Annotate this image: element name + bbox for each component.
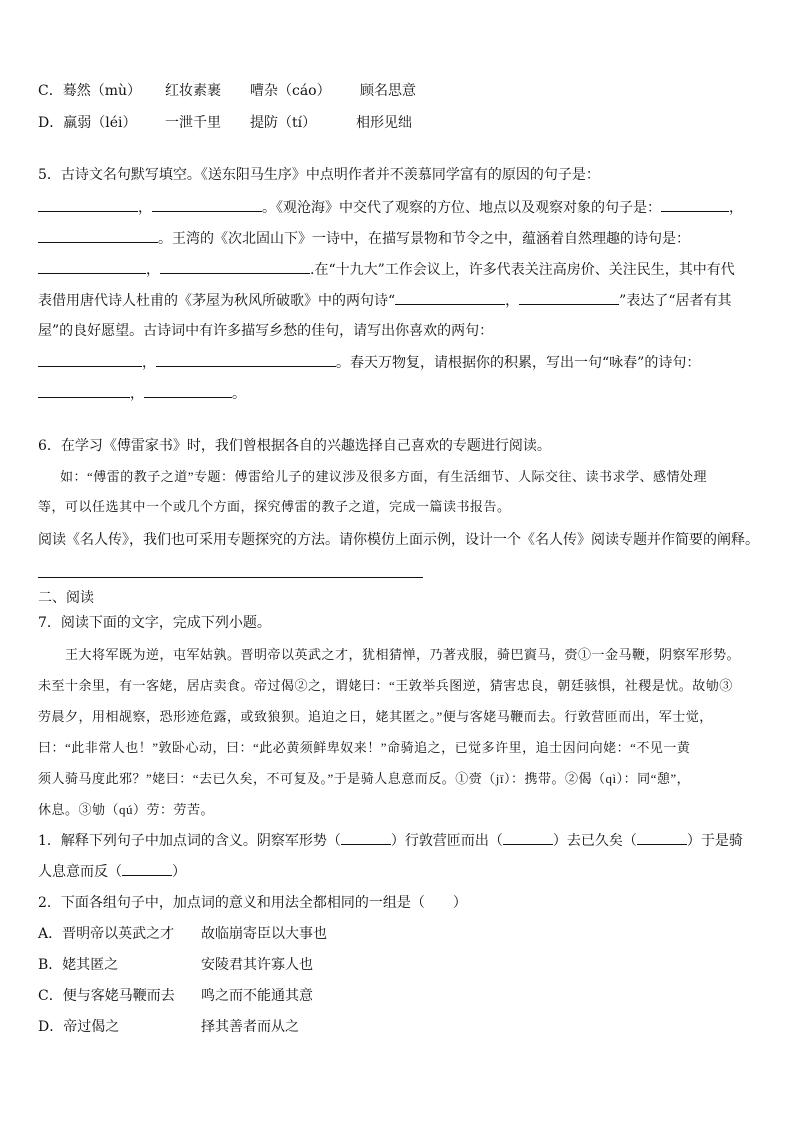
q7-s1d: ）于是骑 [686,833,743,849]
answer-blank[interactable] [38,228,158,243]
q7-s1c: ）去已久矣（ [552,833,637,849]
q7-option-d [38,1017,299,1037]
option-sentence-a: C．便与客姥马鞭而去 [38,988,175,1004]
q4-d-word2: 一泄千里 [165,115,221,131]
option-sentence-b: 故临崩寄臣以大事也 [201,926,327,942]
q5-line2 [38,197,743,218]
q5-l4a: ， [146,262,160,278]
q5-prompt-line1: 5．古诗文名句默写填空。《送东阳马生序》中点明作者并不羡慕同学富有的原因的句子是： [38,167,600,183]
q5-l8b: 。 [232,386,246,402]
q5-line3 [38,228,690,249]
q5-l3a: 。王湾的《次北固山下》一诗中，在描写景物和节令之中，蕴涵着自然理趣的诗句是： [158,231,690,247]
option-sentence-a: D．帝过偈之 [38,1019,120,1035]
answer-blank[interactable] [38,259,146,274]
q5-l7a: ， [142,355,156,371]
q7-passage-line6: 休息。③劬（qú）劳：劳苦。 [38,802,215,817]
q7-s1b: ）行敦营匝而出（ [390,833,503,849]
q6-task: 阅读《名人传》，我们也可采用专题探究的方法。请你模仿上面示例，设计一个《名人传》阅读专题并作简要的阐释。 [38,532,759,548]
q5-line7 [38,352,700,373]
q4-c-word2: 红妆素裹 [165,83,221,99]
option-sentence-b: 安陵君其许寡人也 [201,957,313,973]
q5-line6: 屋”的良好愿望。古诗词中有许多描写乡愁的佳句，请写出你喜欢的两句： [38,323,494,339]
q7-sub2: 2．下面各组句子中，加点词的意义和用法全都相同的一组是（ ） [38,895,467,911]
q4-option-c [38,81,416,101]
q4-c-word3: 嘈杂（cáo） [250,83,331,99]
q5-l8a: ， [130,386,144,402]
q7-s1e: 人息意而反（ [38,864,122,880]
answer-blank[interactable] [341,830,391,845]
answer-blank[interactable] [38,383,130,398]
answer-blank[interactable] [152,197,262,212]
answer-blank[interactable] [122,861,172,876]
q4-d-label: D．羸弱（léi） [38,115,137,131]
answer-blank[interactable] [503,830,553,845]
q7-sub1-line1 [38,830,743,851]
q4-d-word3: 提防（tí） [250,115,317,131]
option-sentence-a: B．姥其匿之 [38,957,119,973]
q4-d-word4: 相形见绌 [356,115,412,131]
q4-option-d [38,113,412,133]
q5-l7b: 。春天万物复，请根据你的积累，写出一句“咏春”的诗句： [336,355,701,371]
q4-c-label: C．蓦然（mù） [38,83,142,99]
q4-c-word4: 顾名思意 [360,83,416,99]
q5-l5a: 表借用唐代诗人杜甫的《茅屋为秋风所破歌》中的两句诗“ [38,293,396,309]
q5-l5b: ， [505,293,520,309]
option-sentence-b: 鸣之而不能通其意 [201,988,313,1004]
q5-l5c: ”表达了“居者有其 [619,293,732,309]
q7-passage-line5: 须人骑马度此邪？”姥曰：“去已久矣，不可复及。”于是骑人息意而反。①赍（jī）：携带。②偈（qì）：同“憩”， [38,771,691,786]
q7-option-c [38,986,313,1006]
q5-l2b: 。《观沧海》中交代了观察的方位、地点以及观察对象的句子是： [262,200,661,216]
answer-blank[interactable] [661,197,729,212]
answer-blank[interactable] [395,290,505,305]
answer-blank[interactable] [637,830,687,845]
q7-prompt: 7．阅读下面的文字，完成下列小题。 [38,615,271,631]
answer-blank[interactable] [38,352,142,367]
q7-option-b [38,955,313,975]
q7-option-a [38,924,327,944]
answer-blank[interactable] [156,352,336,367]
q7-passage-line1: 王大将军既为逆，屯军姑孰。晋明帝以英武之才，犹相猜惮，乃著戎服，骑巴賨马，赍①一金马鞭，阴察军形势。 [65,647,741,662]
q7-passage-line2: 未至十余里，有一客姥，居店卖食。帝过偈②之，谓姥曰：“王敦举兵图逆，猜害忠良，朝廷骇惧，社稷是忧。故劬③ [38,678,733,693]
option-sentence-b: 择其善者而从之 [201,1019,299,1035]
answer-blank[interactable] [38,197,138,212]
q5-line5 [38,290,731,311]
q6-example-line2: 等，可以任选其中一个或几个方面，探究傅雷的教子之道，完成一篇读书报告。 [38,499,511,514]
q5-line8 [38,383,246,404]
answer-blank[interactable] [144,383,232,398]
option-sentence-a: A．晋明帝以英武之才 [38,926,175,942]
q5-line4 [38,259,735,280]
q7-passage-line3: 劳晨夕，用相觇察，恐形迹危露，或致狼狈。追迫之日，姥其匿之。”便与客姥马鞭而去。行敦营匝而出，军士觉， [38,709,713,724]
section-title: 二、阅读 [38,590,94,606]
q5-l2a: ， [138,200,152,216]
q7-s1a: 1．解释下列句子中加点词的含义。阴察军形势（ [38,833,341,849]
q5-l4b: .在“十九大”工作会议上，许多代表关注高房价、关注民生，其中有代 [310,262,735,278]
q6-example-line1: 如：“傅雷的教子之道”专题：傅雷给儿子的建议涉及很多方面，有生活细节、人际交往、读书求学、感情处理 [60,469,708,484]
answer-blank[interactable] [519,290,619,305]
q7-passage-line4: 曰：“此非常人也！”敦卧心动，曰：“此必黄须鲜卑奴来！”命骑追之，已觉多许里，追士因问向姥：“不见一黄 [38,740,691,755]
q5-l2c: ， [729,200,743,216]
q6-prompt: 6．在学习《傅雷家书》时，我们曾根据各自的兴趣选择自己喜欢的专题进行阅读。 [38,438,551,454]
q7-sub1-line2 [38,861,186,882]
q7-s1f: ） [172,864,186,880]
answer-line[interactable] [38,577,423,578]
answer-blank[interactable] [160,259,310,274]
